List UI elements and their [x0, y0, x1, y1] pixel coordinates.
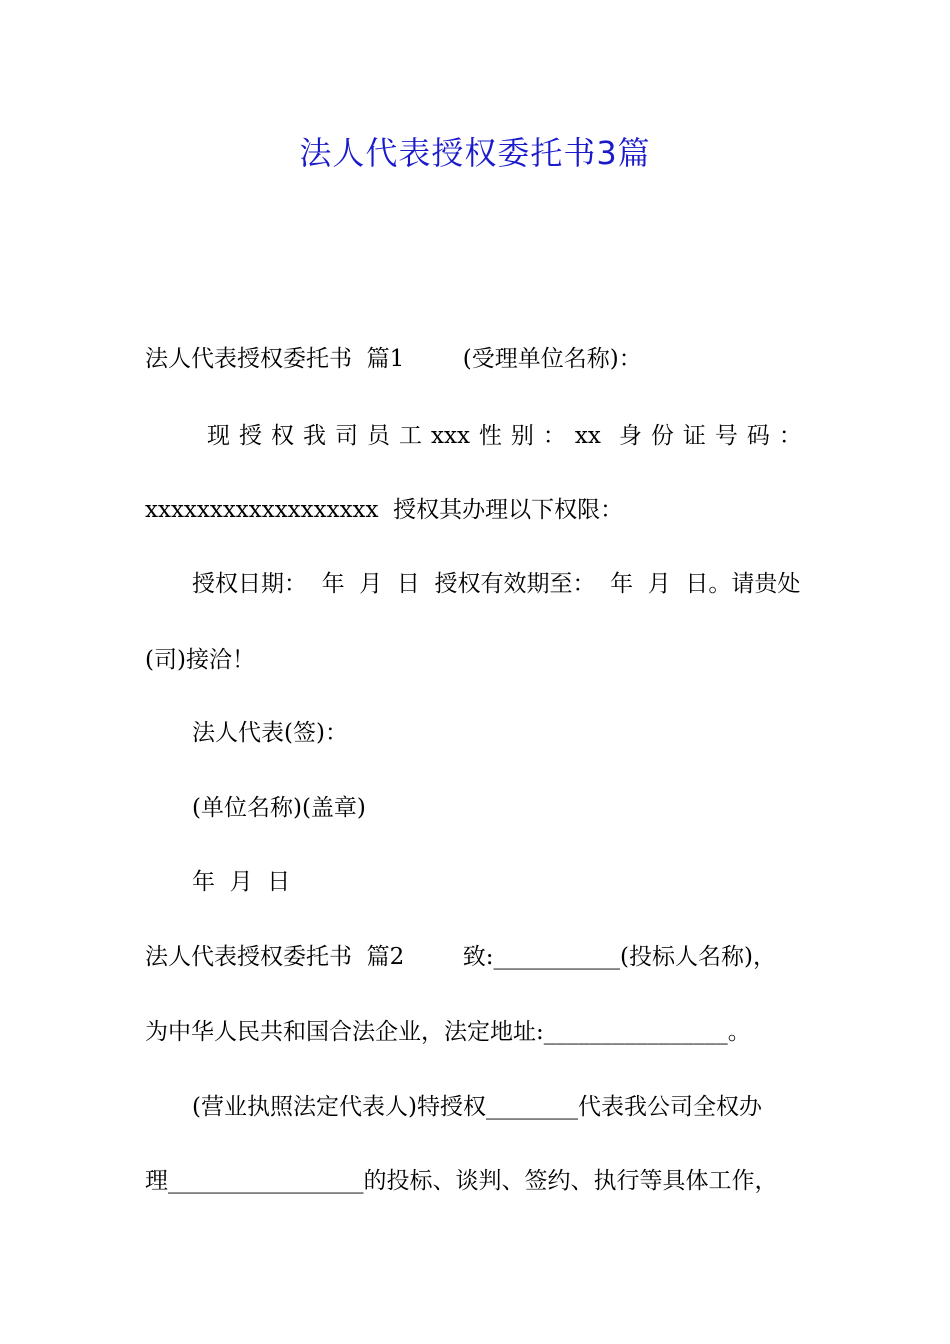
authorize-line-token: 权 [271, 423, 294, 449]
authorize-line-token: 号 [714, 423, 738, 449]
part1-id-line: xxxxxxxxxxxxxxxxxx 授权其办理以下权限： [145, 497, 624, 523]
authorize-line-token: ： [778, 423, 802, 449]
authorize-line-token: xxx [431, 423, 470, 449]
part1-sign-line: 法人代表(签)： [192, 720, 348, 746]
authorize-line-token: 授 [239, 423, 262, 449]
authorize-line-token: 份 [650, 423, 674, 449]
authorize-line-token: 现 [207, 423, 230, 449]
part1-date-line-cont: (司)接洽！ [145, 647, 255, 673]
part1-date-line: 授权日期： 年 月 日 授权有效期至： 年 月 日。请贵处 [192, 571, 801, 597]
authorize-line-token: xx [574, 423, 601, 449]
part2-heading: 法人代表授权委托书 篇2 致:___________(投标人名称)， [145, 944, 776, 970]
part1-authorize-line [207, 421, 802, 451]
part1-date-blank-line: 年 月 日 [192, 869, 291, 895]
authorize-line-token: 身 [618, 423, 642, 449]
authorize-line-token: 员 [367, 423, 390, 449]
authorize-line-token: 性 [478, 423, 502, 449]
part2-rep-line: (营业执照法定代表人)特授权________代表我公司全权办 [192, 1094, 762, 1120]
part2-handle-line: 理_________________的投标、谈判、签约、执行等具体工作， [145, 1168, 778, 1194]
authorize-line-token: 我 [303, 423, 326, 449]
part2-company-line: 为中华人民共和国合法企业，法定地址:________________。 [145, 1019, 751, 1045]
authorize-line-token: ： [542, 423, 566, 449]
authorize-line-token: 别 [510, 423, 534, 449]
authorize-line-token: 工 [399, 423, 422, 449]
authorize-line-token: 司 [335, 423, 358, 449]
authorize-line-token: 证 [682, 423, 706, 449]
authorize-line-token: 码 [746, 423, 770, 449]
part1-heading: 法人代表授权委托书 篇1 (受理单位名称)： [145, 346, 642, 372]
document-title: 法人代表授权委托书3篇 [299, 134, 651, 172]
part1-unit-line: (单位名称)(盖章) [192, 795, 366, 821]
